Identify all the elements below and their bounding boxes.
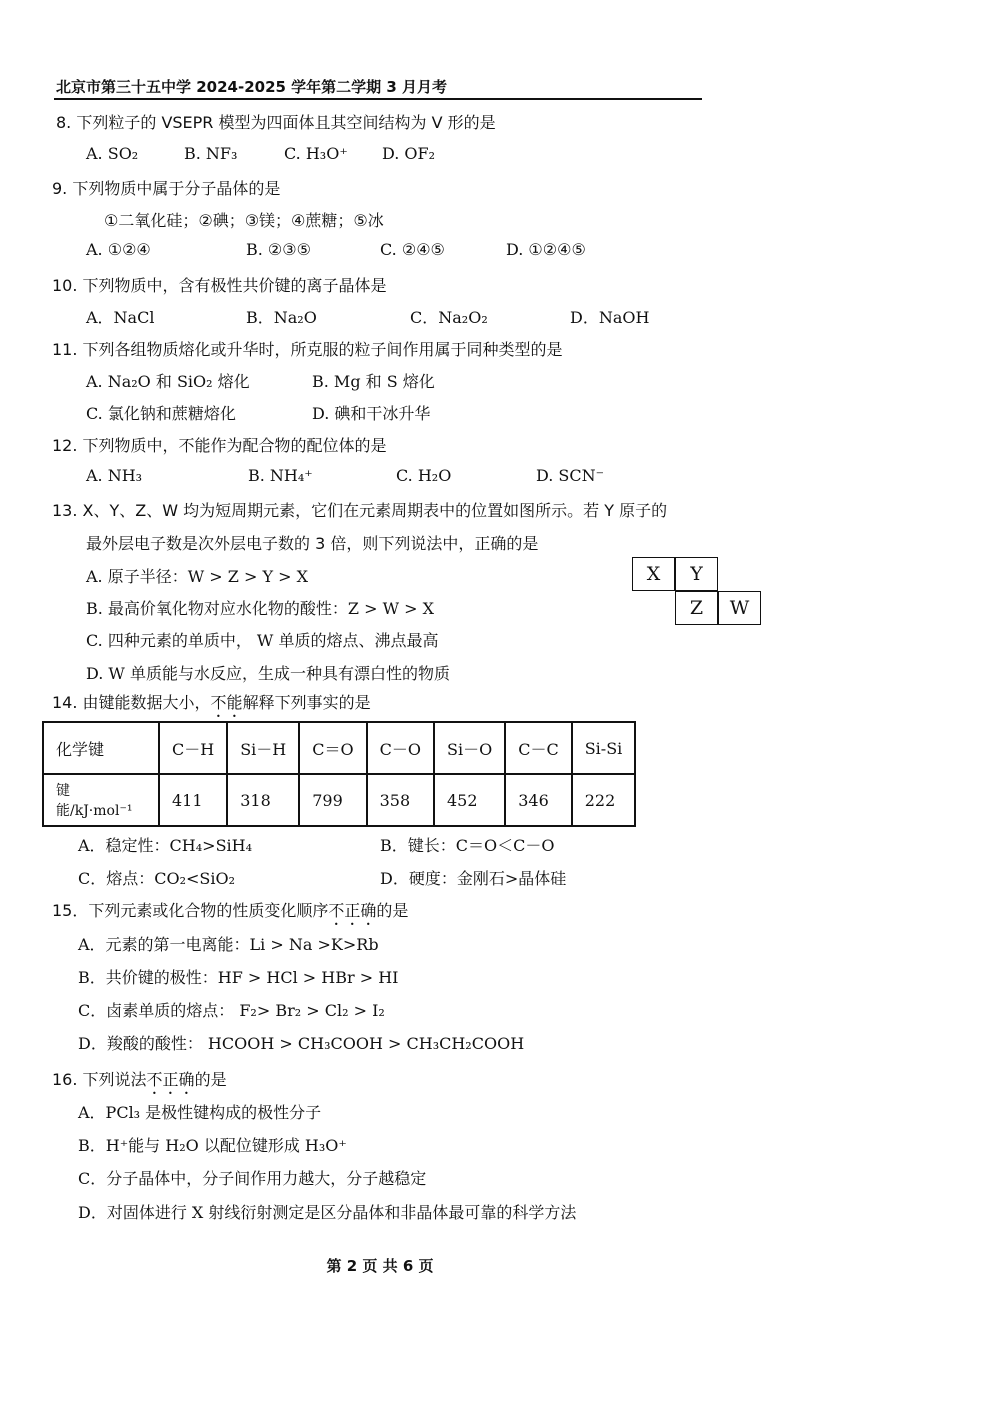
q8-option-a: A. SO₂ [86,144,139,163]
q14-stem [52,690,371,721]
q13-option-c: C. 四种元素的单质中， W 单质的熔点、沸点最高 [86,631,439,650]
table-row [43,774,635,826]
cell-x: X [632,557,675,591]
q14-option-d: D．硬度：金刚石>晶体硅 [380,869,567,888]
table-header-cell: Si－H [227,722,299,774]
q16-option-b: B．H⁺能与 H₂O 以配位键形成 H₃O⁺ [78,1136,347,1155]
q10-option-b: B．Na₂O [246,308,317,327]
periodic-table-fragment [632,557,768,625]
q15-stem-pre: 15．下列元素或化合物的性质变化顺序 [52,901,329,920]
q14-option-c: C．熔点：CO₂<SiO₂ [78,869,236,888]
q13-stem-line2: 最外层电子数是次外层电子数的 3 倍，则下列说法中，正确的是 [86,534,539,553]
q15-option-c: C．卤素单质的熔点： F₂> Br₂ > Cl₂ > I₂ [78,1001,385,1020]
table-header-cell: C－H [159,722,227,774]
table-cell: 452 [434,774,505,826]
q12-option-b: B. NH₄⁺ [248,466,313,485]
q8-option-c: C. H₃O⁺ [284,144,348,163]
cell-y: Y [675,557,718,591]
q16-stem-post: 的是 [194,1070,227,1089]
cell-z: Z [675,591,718,625]
table-value-label: 键能/kJ·mol⁻¹ [43,774,159,826]
q8-stem: 8. 下列粒子的 VSEPR 模型为四面体且其空间结构为 V 形的是 [56,113,496,132]
q16-stem [52,1067,227,1098]
q11-option-c: C. 氯化钠和蔗糖熔化 [86,404,236,423]
q11-option-a: A. Na₂O 和 SiO₂ 熔化 [86,372,250,391]
q9-option-c: C. ②④⑤ [380,240,445,259]
cell-w: W [718,591,761,625]
q10-option-d: D．NaOH [570,308,650,327]
page-header: 北京市第三十五中学 2024-2025 学年第二学期 3 月月考 [56,78,448,96]
q9-option-a: A. ①②④ [86,240,151,259]
table-cell: 799 [299,774,366,826]
table-header-cell: Si－O [434,722,505,774]
q12-option-d: D. SCN⁻ [536,466,605,485]
q8-option-b: B. NF₃ [184,144,238,163]
table-cell: 411 [159,774,227,826]
q14-stem-emphasis: 不能 [210,693,243,712]
q14-stem-pre: 14. 由键能数据大小， [52,693,211,712]
q15-option-d: D．羧酸的酸性： HCOOH > CH₃COOH > CH₃CH₂COOH [78,1034,525,1053]
q16-option-c: C．分子晶体中，分子间作用力越大，分子越稳定 [78,1169,427,1188]
page-footer: 第 2 页 共 6 页 [326,1257,434,1275]
q11-option-b: B. Mg 和 S 熔化 [312,372,435,391]
table-header-cell: 化学键 [43,722,159,774]
q13-stem-line1: 13. X、Y、Z、W 均为短周期元素，它们在元素周期表中的位置如图所示。若 Y 原子的 [52,501,668,520]
q13-option-a: A. 原子半径：W > Z > Y > X [86,567,308,586]
q15-option-a: A．元素的第一电离能：Li > Na >K>Rb [78,935,379,954]
q12-stem: 12. 下列物质中，不能作为配合物的配位体的是 [52,436,387,455]
table-cell: 358 [367,774,434,826]
q9-option-b: B. ②③⑤ [246,240,311,259]
bond-energy-table [42,721,636,827]
q11-option-d: D. 碘和干冰升华 [312,404,431,423]
q10-stem: 10. 下列物质中，含有极性共价键的离子晶体是 [52,276,387,295]
q16-stem-emphasis: 不正确 [146,1070,195,1089]
q9-list: ①二氧化硅；②碘；③镁；④蔗糖；⑤冰 [104,211,384,230]
q9-stem: 9. 下列物质中属于分子晶体的是 [52,179,281,198]
q15-stem-emphasis: 不正确 [328,901,377,920]
q15-stem-post: 的是 [376,901,409,920]
q16-option-d: D．对固体进行 X 射线衍射测定是区分晶体和非晶体最可靠的科学方法 [78,1203,577,1222]
q16-stem-pre: 16. 下列说法 [52,1070,147,1089]
q9-option-d: D. ①②④⑤ [506,240,586,259]
q16-option-a: A．PCl₃ 是极性键构成的极性分子 [78,1103,322,1122]
q15-option-b: B．共价键的极性：HF > HCl > HBr > HI [78,968,399,987]
table-header-cell: C＝O [299,722,366,774]
table-cell: 318 [227,774,299,826]
q14-option-a: A．稳定性：CH₄>SiH₄ [78,836,253,855]
q10-option-c: C．Na₂O₂ [410,308,488,327]
q12-option-a: A. NH₃ [86,466,143,485]
q13-option-b: B. 最高价氧化物对应水化物的酸性：Z > W > X [86,599,435,618]
table-header-row [43,722,635,774]
q14-option-b: B．键长：C＝O＜C－O [380,836,555,855]
table-header-cell: Si-Si [572,722,636,774]
table-header-cell: C－C [505,722,572,774]
q10-option-a: A．NaCl [86,308,155,327]
q8-option-d: D. OF₂ [382,144,436,163]
q11-stem: 11. 下列各组物质熔化或升华时，所克服的粒子间作用属于同种类型的是 [52,340,563,359]
q14-stem-post: 解释下列事实的是 [242,693,371,712]
table-header-cell: C－O [367,722,434,774]
header-divider [54,98,702,100]
table-cell: 346 [505,774,572,826]
q12-option-c: C. H₂O [396,466,452,485]
q13-option-d: D. W 单质能与水反应，生成一种具有漂白性的物质 [86,664,450,683]
q15-stem [52,898,408,929]
table-cell: 222 [572,774,636,826]
